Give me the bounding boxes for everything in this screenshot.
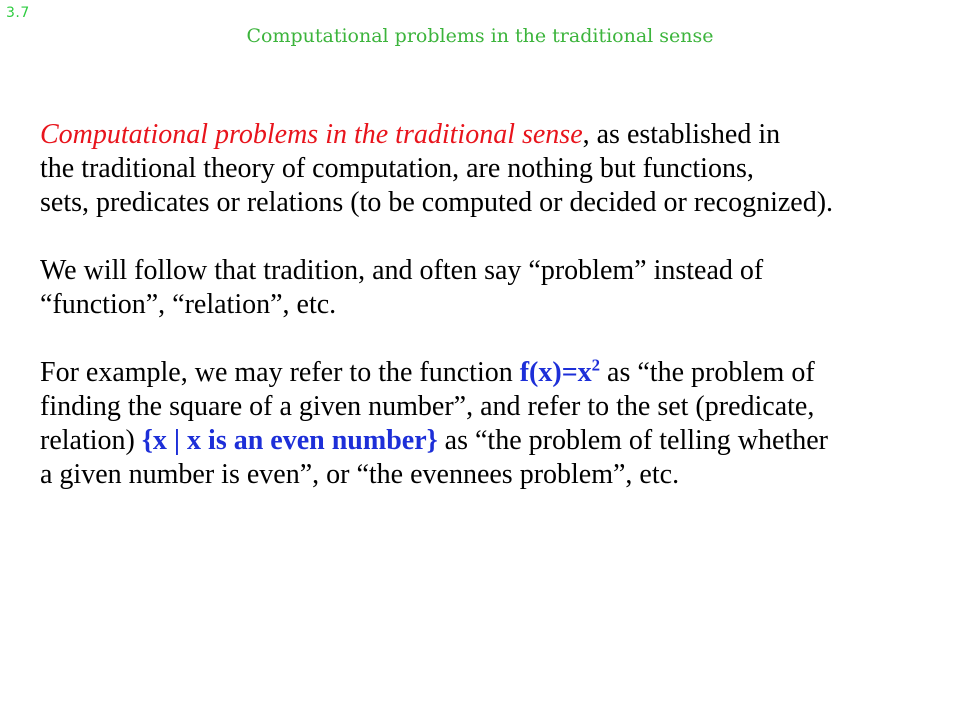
text-fragment: as “the problem of telling whether xyxy=(437,425,828,456)
text-line: “function”, “relation”, etc. xyxy=(40,289,337,320)
slide-number: 3.7 xyxy=(6,5,30,21)
function-expression xyxy=(520,357,600,388)
text-line xyxy=(40,424,955,458)
paragraph-example xyxy=(40,356,955,492)
text-fragment: relation) xyxy=(40,425,142,456)
paragraph-tradition xyxy=(40,254,955,322)
text-line: the traditional theory of computation, are nothing but functions, xyxy=(40,153,754,184)
text-line: sets, predicates or relations (to be computed or decided or recognized). xyxy=(40,187,834,218)
text-line: We will follow that tradition, and often say “problem” instead of xyxy=(40,255,764,286)
text-fragment: For example, we may refer to the function xyxy=(40,357,520,388)
function-base: f(x)=x xyxy=(519,357,592,388)
slide-header: Computational problems in the traditional sense xyxy=(246,25,714,47)
function-exponent: 2 xyxy=(591,355,601,375)
text-line: a given number is even”, or “the evennees problem”, etc. xyxy=(40,459,680,490)
text-fragment: , as established in xyxy=(582,119,781,150)
paragraph-definition xyxy=(40,118,955,220)
emphasized-term: Computational problems in the traditional sense xyxy=(40,119,583,150)
text-line: finding the square of a given number”, and refer to the set (predicate, xyxy=(40,391,815,422)
set-expression: {x | x is an even number} xyxy=(141,425,438,456)
text-line xyxy=(40,356,955,390)
text-fragment: as “the problem of xyxy=(600,357,815,388)
text-line xyxy=(40,118,955,152)
slide-body xyxy=(40,118,955,526)
